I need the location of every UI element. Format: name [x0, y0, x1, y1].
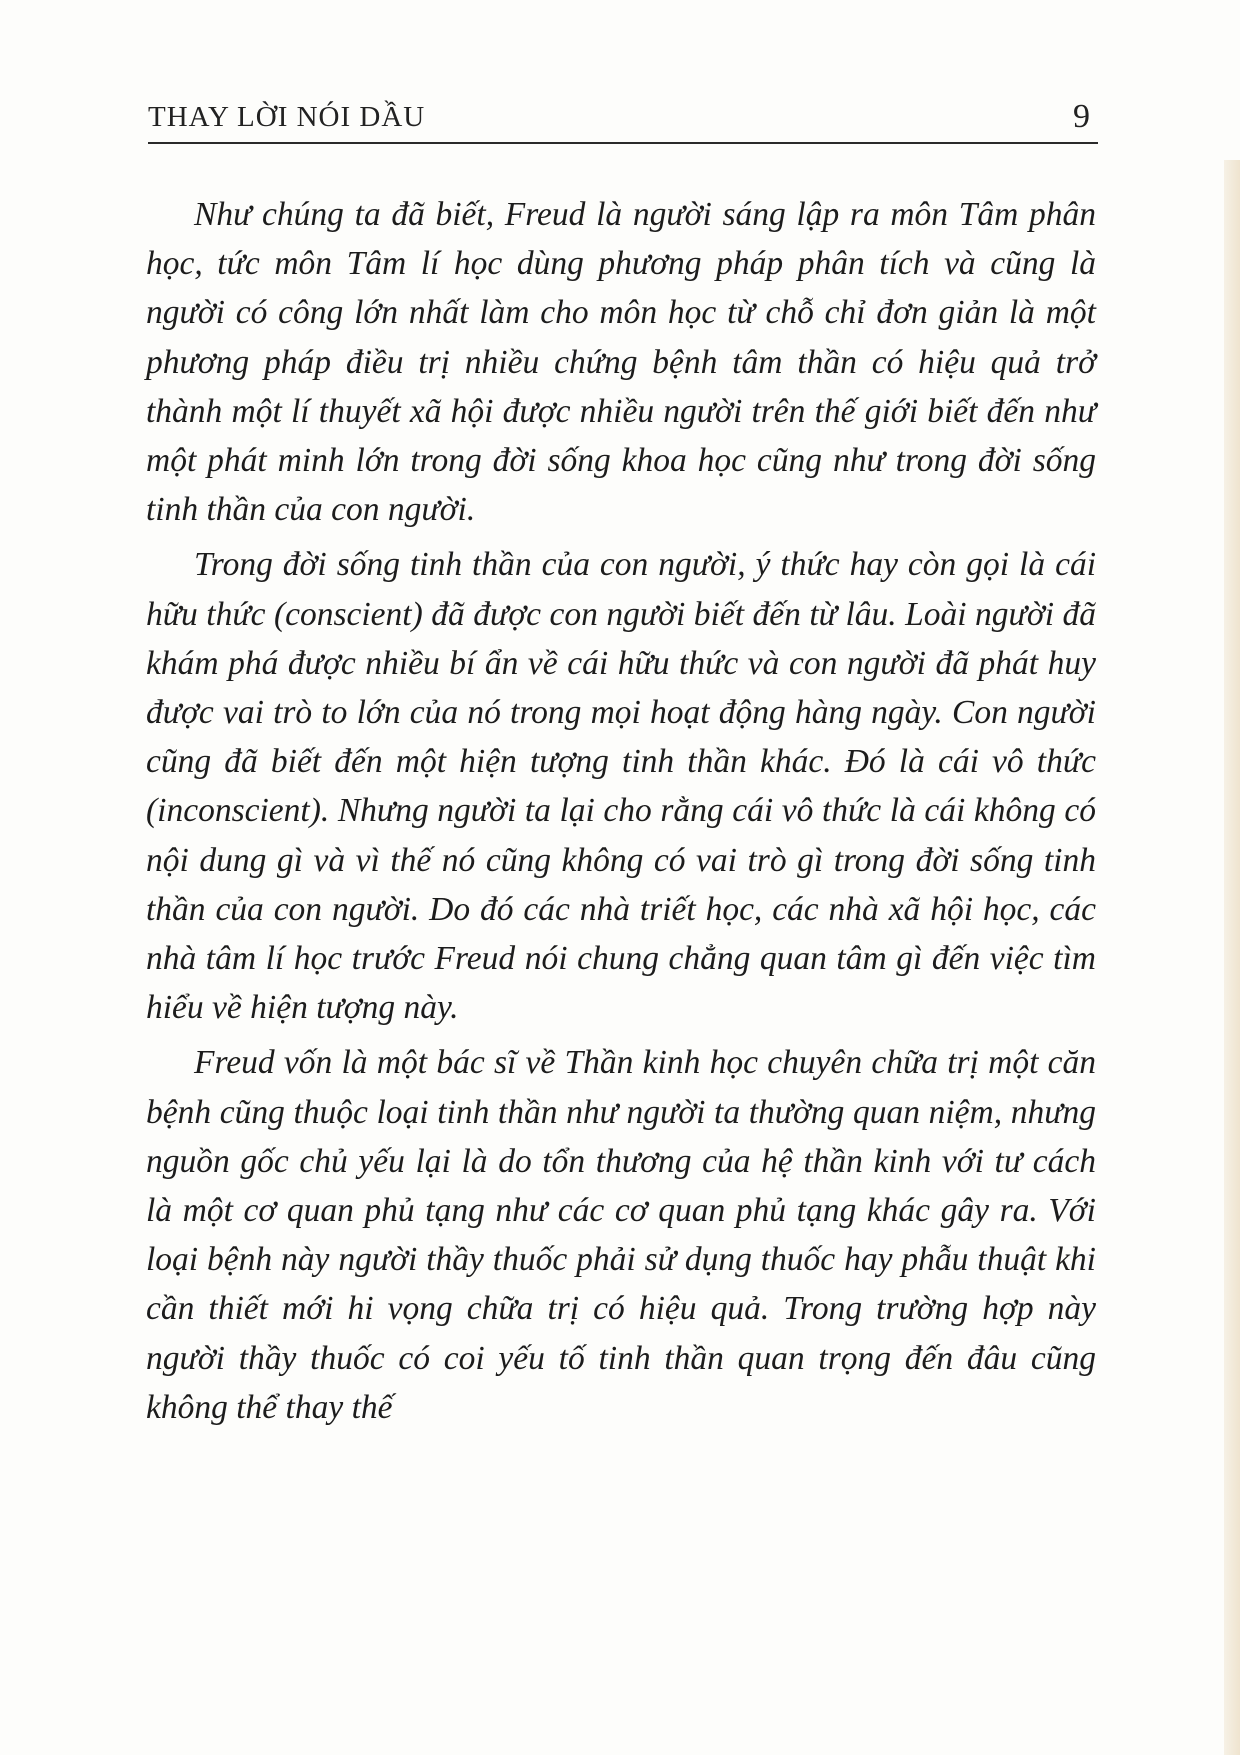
paragraph: Freud vốn là một bác sĩ về Thần kinh học chuyên chữa trị một căn bệnh cũng thuộc loại tinh thần như người ta thường quan niệm, nhưng nguồn gốc chủ yếu lại là do tổn thương của hệ thần kinh với tư cách là một cơ quan phủ tạng như các cơ quan phủ tạng khác gây ra. Với loại bệnh này người thầy thuốc phải sử dụng thuốc hay phẫu thuật khi cần thiết mới hi vọng chữa trị có hiệu quả. Trong trường hợp này người thầy thuốc có coi yếu tố tinh thần quan trọng đến đâu cũng không thể thay thế: [146, 1044, 1096, 1426]
page-header: [148, 96, 1098, 144]
page-number: 9: [1073, 98, 1090, 135]
paragraph: Như chúng ta đã biết, Freud là người sáng lập ra môn Tâm phân học, tức môn Tâm lí học dùng phương pháp phân tích và cũng là người có công lớn nhất làm cho môn học từ chỗ chỉ đơn giản là một phương pháp điều trị nhiều chứng bệnh tâm thần có hiệu quả trở thành một lí thuyết xã hội được nhiều người trên thế giới biết đến như một phát minh lớn trong đời sống khoa học cũng như trong đời sống tinh thần của con người.: [146, 196, 1096, 529]
paragraph: Trong đời sống tinh thần của con người, ý thức hay còn gọi là cái hữu thức (conscient) đã được con người biết đến từ lâu. Loài người đã khám phá được nhiều bí ẩn về cái hữu thức và con người đã phát huy được vai trò to lớn của nó trong mọi hoạt động hàng ngày. Con người cũng đã biết đến một hiện tượng tinh thần khác. Đó là cái vô thức (inconscient). Nhưng người ta lại cho rằng cái vô thức là cái không có nội dung gì và vì thế nó cũng không có vai trò gì trong đời sống tinh thần của con người. Do đó các nhà triết học, các nhà xã hội học, các nhà tâm lí học trước Freud nói chung chẳng quan tâm gì đến việc tìm hiểu về hiện tượng này.: [146, 546, 1096, 1027]
page-edge-shadow: [1224, 160, 1240, 1755]
body-text: [146, 190, 1096, 1438]
running-head: THAY LỜI NÓI DẦU: [148, 101, 426, 133]
